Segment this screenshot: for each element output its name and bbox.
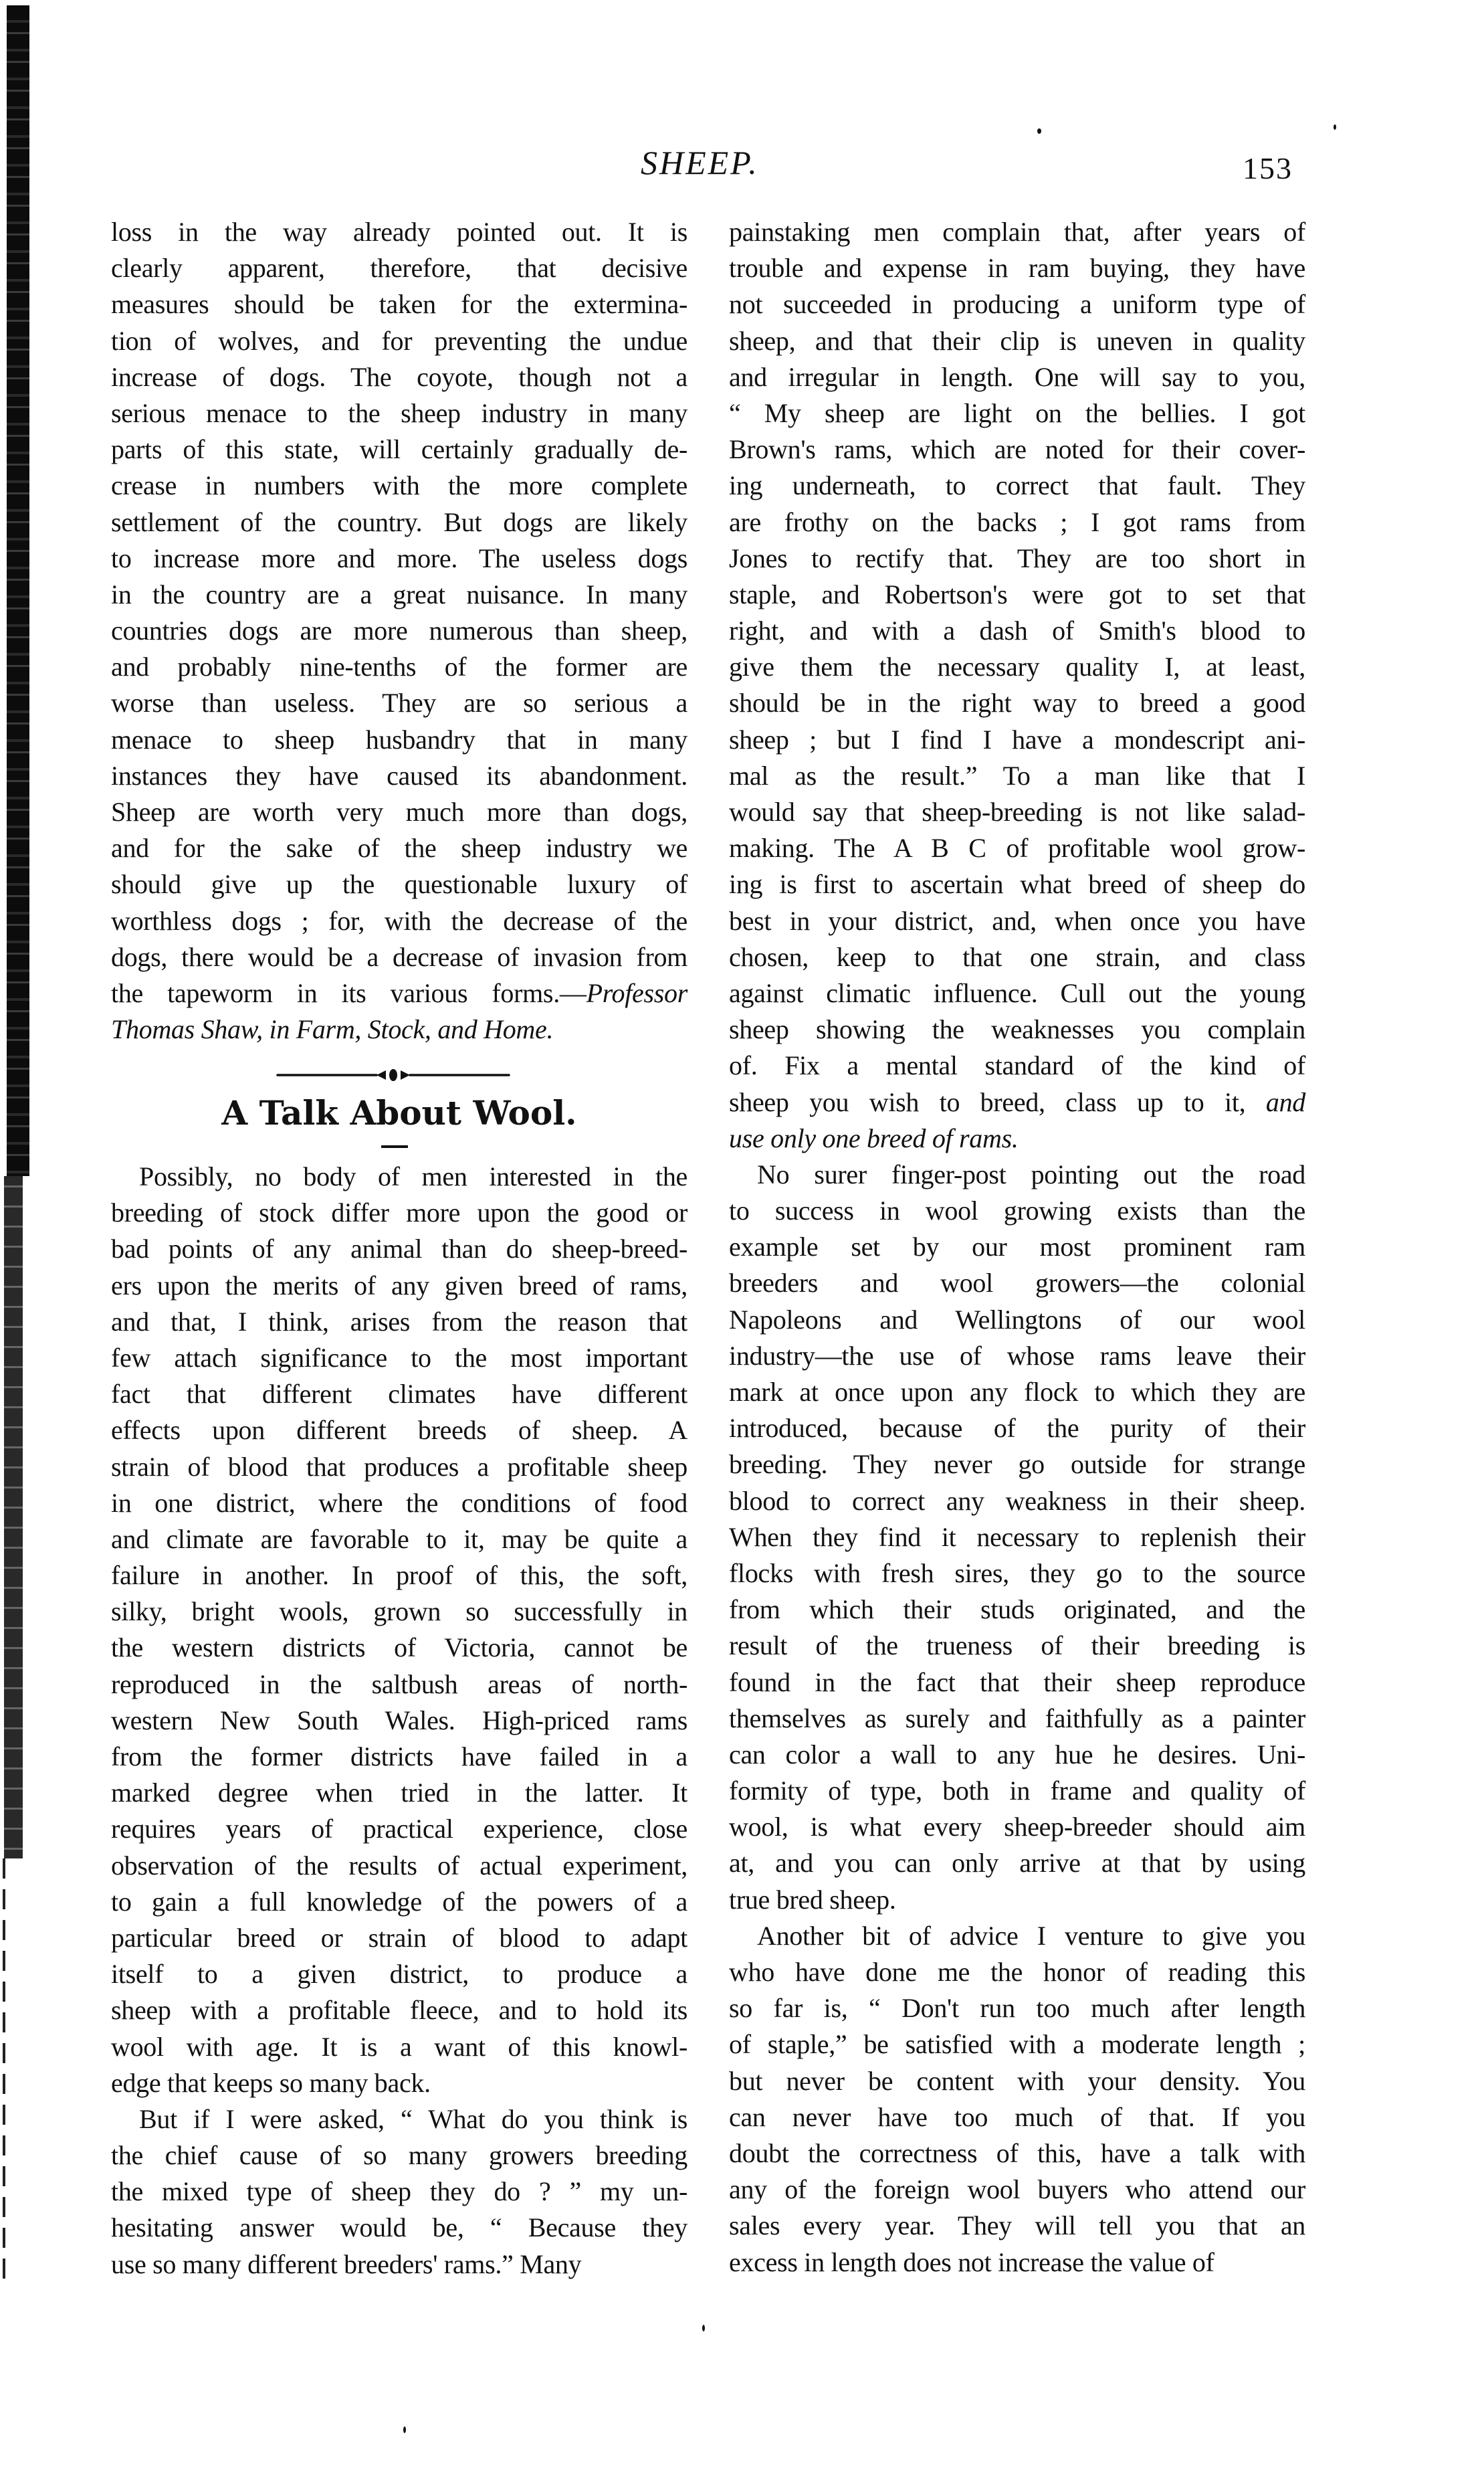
- text-line: making. The A B C of profitable wool grow-: [729, 833, 1305, 864]
- text-line: so far is, “ Don't run too much after length: [729, 1993, 1305, 2024]
- text-line: right, and with a dash of Smith's blood to: [729, 615, 1305, 646]
- text-line: industry—the use of whose rams leave their: [729, 1340, 1305, 1371]
- text-line: sheep showing the weaknesses you complain: [729, 1014, 1305, 1045]
- text-line: are frothy on the backs ; I got rams from: [729, 506, 1305, 537]
- text-line: sales every year. They will tell you that an: [729, 2210, 1305, 2241]
- text-line: increase of dogs. The coyote, though not a: [111, 361, 687, 392]
- text-line: marked degree when tried in the latter. It: [111, 1778, 687, 1808]
- text-line: Brown's rams, which are noted for their cover-: [729, 434, 1305, 465]
- left-column-article: [111, 1159, 687, 2283]
- text-line: Possibly, no body of men interested in the: [139, 1161, 687, 1191]
- text-line: and irregular in length. One will say to you,: [729, 361, 1305, 392]
- text-line: reproduced in the saltbush areas of north-: [111, 1668, 687, 1699]
- text-line: best in your district, and, when once you have: [729, 905, 1305, 936]
- scan-speck: [1334, 124, 1336, 130]
- text-line: requires years of practical experience, close: [111, 1814, 687, 1844]
- text-line: tion of wolves, and for preventing the undue: [111, 325, 687, 356]
- text-line: use so many different breeders' rams.” Many: [111, 2248, 582, 2279]
- text-line: sheep with a profitable fleece, and to hold its: [111, 1995, 687, 2026]
- text-line: silky, bright wools, grown so successfully in: [111, 1596, 687, 1627]
- text-line: western New South Wales. High-priced rams: [111, 1705, 687, 1735]
- text-line: ers upon the merits of any given breed of rams,: [111, 1270, 687, 1301]
- text-line: chosen, keep to that one strain, and class: [729, 941, 1305, 972]
- binding-edge-lower: [4, 1176, 23, 1858]
- text-line: give them the necessary quality I, at least,: [729, 652, 1305, 682]
- scan-speck: [1037, 128, 1041, 134]
- text-line: But if I were asked, “ What do you think is: [139, 2103, 687, 2134]
- text-line: particular breed or strain of blood to adapt: [111, 1922, 687, 1953]
- text-line: countries dogs are more numerous than sheep,: [111, 615, 687, 646]
- text-line: excess in length does not increase the value of: [729, 2246, 1214, 2277]
- text-line: parts of this state, will certainly gradually de-: [111, 434, 687, 465]
- text-line: painstaking men complain that, after years of: [729, 217, 1305, 247]
- text-line: and climate are favorable to it, may be quite a: [111, 1523, 687, 1554]
- text-line: crease in numbers with the more complete: [111, 470, 687, 501]
- text-line: When they find it necessary to replenish their: [729, 1521, 1305, 1552]
- text-line: at, and you can only arrive at that by using: [729, 1848, 1305, 1879]
- text-line: few attach significance to the most important: [111, 1342, 687, 1373]
- text-line: true bred sheep.: [729, 1884, 896, 1915]
- text-line: but never be content with your density. You: [729, 2065, 1305, 2096]
- text-line: can never have too much of that. If you: [729, 2101, 1305, 2132]
- text-line: worthless dogs ; for, with the decrease of the: [111, 905, 687, 936]
- text-line: worse than useless. They are so serious a: [111, 688, 687, 718]
- text-line: of. Fix a mental standard of the kind of: [729, 1050, 1305, 1081]
- text-line: No surer finger-post pointing out the road: [757, 1159, 1305, 1189]
- text-line: doubt the correctness of this, have a talk with: [729, 2137, 1305, 2168]
- text-line: should give up the questionable luxury of: [111, 869, 687, 900]
- text-line: in one district, where the conditions of food: [111, 1487, 687, 1518]
- text-line: the mixed type of sheep they do ? ” my un-: [111, 2176, 687, 2207]
- text-line: loss in the way already pointed out. It is: [111, 217, 687, 247]
- text-line: dogs, there would be a decrease of invasion from: [111, 941, 687, 972]
- text-line: and for the sake of the sheep industry we: [111, 833, 687, 864]
- text-line: failure in another. In proof of this, the soft,: [111, 1560, 687, 1591]
- text-line: would say that sheep-breeding is not like salad-: [729, 797, 1305, 827]
- text-line: mal as the result.” To a man like that I: [729, 760, 1305, 791]
- text-line: any of the foreign wool buyers who attend our: [729, 2174, 1305, 2205]
- text-line: in the country are a great nuisance. In many: [111, 579, 687, 609]
- text-line: from the former districts have failed in a: [111, 1741, 687, 1771]
- text-line: and that, I think, arises from the reason that: [111, 1306, 687, 1337]
- text-line: the chief cause of so many growers breeding: [111, 2140, 687, 2171]
- text-line: serious menace to the sheep industry in many: [111, 397, 687, 428]
- text-line: “ My sheep are light on the bellies. I got: [729, 397, 1305, 428]
- text-line: from which their studs originated, and the: [729, 1594, 1305, 1625]
- text-line: themselves as surely and faithfully as a painter: [729, 1703, 1305, 1733]
- scan-speck: [403, 2426, 406, 2433]
- text-line: menace to sheep husbandry that in many: [111, 724, 687, 755]
- binding-edge-tail: [3, 1858, 5, 2287]
- text-line: blood to correct any weakness in their sheep.: [729, 1485, 1305, 1516]
- text-line: clearly apparent, therefore, that decisive: [111, 253, 687, 284]
- text-line: should be in the right way to breed a good: [729, 688, 1305, 718]
- title-rule: [381, 1145, 408, 1148]
- text-line: ing underneath, to correct that fault. They: [729, 470, 1305, 501]
- text-line: found in the fact that their sheep reproduce: [729, 1666, 1305, 1697]
- text-line: instances they have caused its abandonment.: [111, 760, 687, 791]
- article-title: A Talk About Wool.: [221, 1093, 577, 1133]
- emphasized-text-line: use only one breed of rams.: [729, 1123, 1019, 1153]
- binding-edge: [7, 5, 29, 1176]
- ornamental-divider: [276, 1068, 510, 1082]
- text-line: to gain a full knowledge of the powers of a: [111, 1886, 687, 1917]
- text-line: hesitating answer would be, “ Because they: [111, 2212, 687, 2243]
- text-line: Napoleons and Wellingtons of our wool: [729, 1304, 1305, 1335]
- text-line: of staple,” be satisfied with a moderate length ;: [729, 2029, 1305, 2060]
- text-line: to increase more and more. The useless dogs: [111, 543, 687, 573]
- scan-speck: [702, 2325, 705, 2331]
- running-title: SHEEP.: [641, 144, 759, 181]
- text-line: sheep, and that their clip is uneven in quality: [729, 325, 1305, 356]
- text-line: and probably nine-tenths of the former are: [111, 652, 687, 682]
- text-line: breeding of stock differ more upon the good or: [111, 1197, 687, 1228]
- text-line: breeders and wool growers—the colonial: [729, 1268, 1305, 1299]
- right-column-article: [729, 214, 1305, 2281]
- attribution: Thomas Shaw, in Farm, Stock, and Home.: [111, 1014, 554, 1045]
- text-line: bad points of any animal than do sheep-breed-: [111, 1234, 687, 1264]
- text-line: settlement of the country. But dogs are likely: [111, 506, 687, 537]
- text-line: itself to a given district, to produce a: [111, 1959, 687, 1990]
- text-line: flocks with fresh sires, they go to the source: [729, 1557, 1305, 1588]
- text-line: the tapeworm in its various forms.—Professor: [111, 977, 687, 1008]
- text-line: who have done me the honor of reading this: [729, 1957, 1305, 1987]
- text-line: Sheep are worth very much more than dogs,: [111, 797, 687, 827]
- text-line: can color a wall to any hue he desires. Uni-: [729, 1739, 1305, 1769]
- text-line: the western districts of Victoria, cannot be: [111, 1632, 687, 1663]
- text-line: Another bit of advice I venture to give you: [757, 1920, 1305, 1951]
- text-line: Jones to rectify that. They are too short in: [729, 543, 1305, 573]
- text-line: staple, and Robertson's were got to set that: [729, 579, 1305, 609]
- text-line: introduced, because of the purity of their: [729, 1413, 1305, 1444]
- text-line: result of the trueness of their breeding is: [729, 1630, 1305, 1661]
- text-line: not succeeded in producing a uniform type of: [729, 289, 1305, 320]
- text-line: sheep ; but I find I have a mondescript ani-: [729, 724, 1305, 755]
- text-line: ing is first to ascertain what breed of sheep do: [729, 869, 1305, 900]
- left-column-previous-article: [111, 214, 687, 1048]
- text-line: edge that keeps so many back.: [111, 2067, 431, 2098]
- page-number: 153: [1243, 151, 1293, 185]
- text-line: wool, is what every sheep-breeder should aim: [729, 1812, 1305, 1842]
- text-line: mark at once upon any flock to which they are: [729, 1377, 1305, 1407]
- text-line: trouble and expense in ram buying, they have: [729, 253, 1305, 284]
- text-line: effects upon different breeds of sheep. A: [111, 1415, 687, 1446]
- text-line: formity of type, both in frame and quality of: [729, 1776, 1305, 1806]
- text-line: to success in wool growing exists than the: [729, 1195, 1305, 1226]
- text-line: sheep you wish to breed, class up to it, and: [729, 1086, 1305, 1117]
- text-line: observation of the results of actual experiment,: [111, 1850, 687, 1881]
- text-line: measures should be taken for the extermina-: [111, 289, 687, 320]
- text-line: wool with age. It is a want of this knowl-: [111, 2031, 687, 2062]
- text-line: against climatic influence. Cull out the young: [729, 977, 1305, 1008]
- text-line: fact that different climates have different: [111, 1379, 687, 1410]
- text-line: strain of blood that produces a profitable sheep: [111, 1451, 687, 1482]
- text-line: breeding. They never go outside for strange: [729, 1449, 1305, 1480]
- text-line: example set by our most prominent ram: [729, 1232, 1305, 1262]
